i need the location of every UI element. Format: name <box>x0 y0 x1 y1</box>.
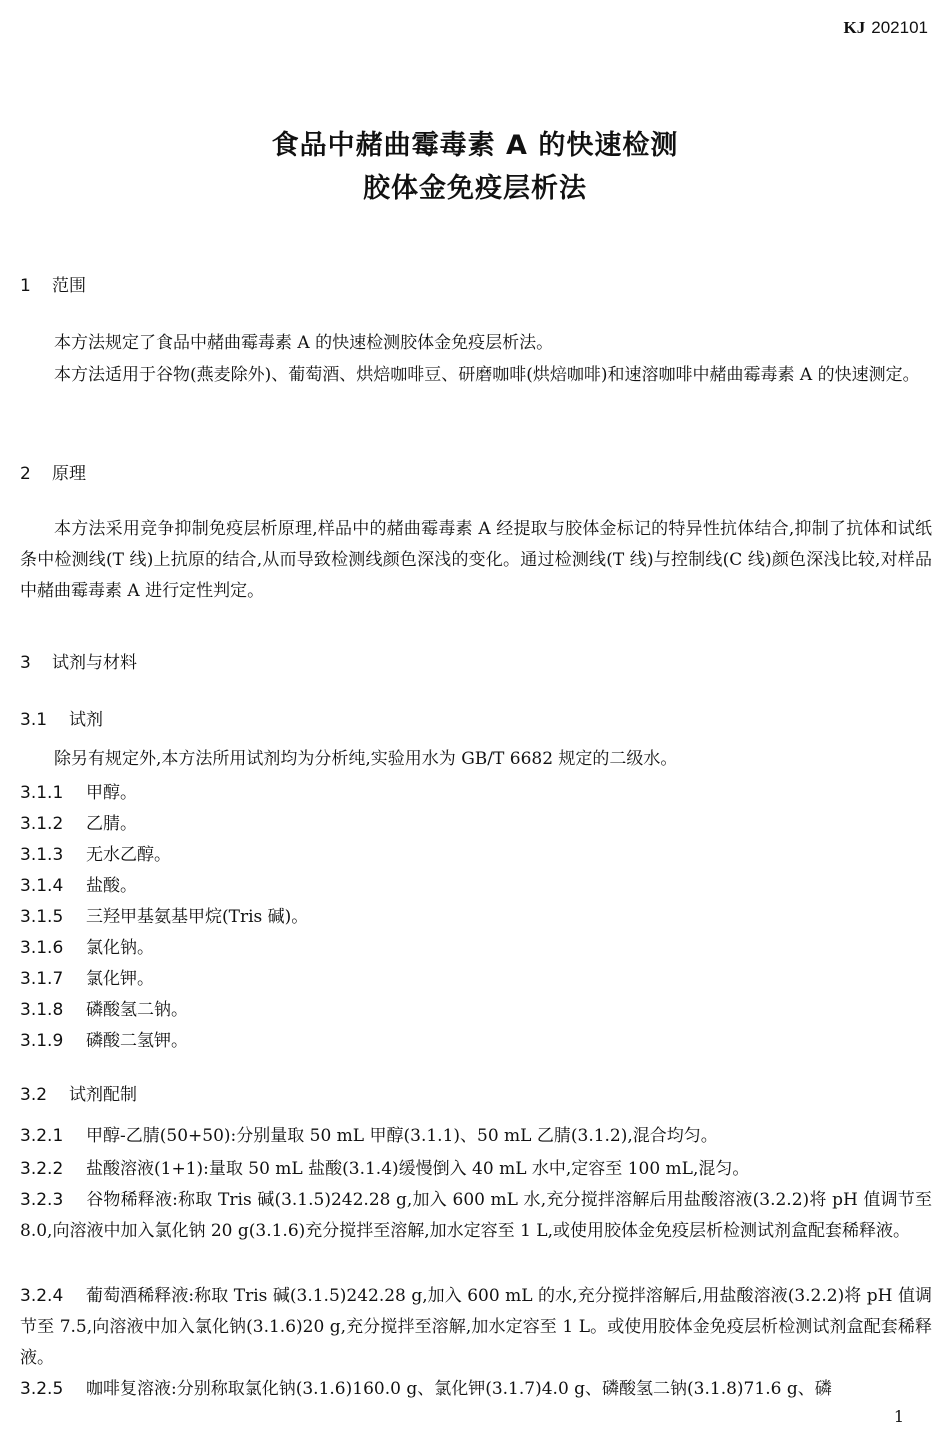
list-item <box>20 1281 932 1374</box>
section-title: 范围 <box>52 276 86 296</box>
title-line-2: 胶体金免疫层析法 <box>363 173 587 204</box>
list-item <box>20 933 932 964</box>
item-text: 磷酸氢二钠。 <box>86 1000 188 1020</box>
list-item <box>20 1374 932 1405</box>
list-item <box>20 1121 932 1152</box>
section-number: 3 <box>20 653 31 673</box>
item-text: 氯化钠。 <box>86 938 154 958</box>
section-2-heading <box>20 459 86 484</box>
item-number: 3.2.2 <box>20 1159 64 1179</box>
section-number: 1 <box>20 276 31 296</box>
list-item <box>20 871 932 902</box>
item-text: 谷物稀释液:称取 Tris 碱(3.1.5)242.28 g,加入 600 mL 水,充分搅拌溶解后用盐酸溶液(3.2.2)将 pH 值调节至 8.0,向溶液中加入氯化钠 20 g(3.1.6)充分搅拌至溶解,加水定容至 1 L,或使用胶体金免疫层析检测试剂盒配套稀释液。 <box>20 1190 932 1241</box>
section-title: 原理 <box>52 464 86 484</box>
list-item <box>20 1026 932 1057</box>
item-number: 3.1.6 <box>20 938 64 958</box>
s1-paragraph-2: 本方法适用于谷物(燕麦除外)、葡萄酒、烘焙咖啡豆、研磨咖啡(烘焙咖啡)和速溶咖啡中赭曲霉毒素 A 的快速测定。 <box>54 365 920 385</box>
item-number: 3.2.1 <box>20 1126 64 1146</box>
item-text: 无水乙醇。 <box>86 845 171 865</box>
item-number: 3.1.2 <box>20 814 64 834</box>
list-item <box>20 964 932 995</box>
item-number: 3.1.7 <box>20 969 64 989</box>
section-3-1-heading <box>20 705 103 730</box>
item-text: 盐酸。 <box>86 876 137 896</box>
item-number: 3.1.1 <box>20 783 64 803</box>
section-title: 试剂 <box>69 710 103 730</box>
item-number: 3.1.8 <box>20 1000 64 1020</box>
item-number: 3.2.5 <box>20 1379 64 1399</box>
section-title: 试剂与材料 <box>52 653 137 673</box>
s1-paragraph-1: 本方法规定了食品中赭曲霉毒素 A 的快速检测胶体金免疫层析法。 <box>54 333 554 353</box>
item-number: 3.1.9 <box>20 1031 64 1051</box>
section-number: 3.2 <box>20 1085 48 1105</box>
section-title: 试剂配制 <box>69 1085 137 1105</box>
item-text: 甲醇-乙腈(50+50):分别量取 50 mL 甲醇(3.1.1)、50 mL 乙腈(3.1.2),混合均匀。 <box>86 1126 718 1146</box>
item-number: 3.2.3 <box>20 1190 64 1210</box>
title-line-1: 食品中赭曲霉毒素 A 的快速检测 <box>271 130 679 161</box>
page-number: 1 <box>893 1407 904 1426</box>
item-text: 甲醇。 <box>86 783 137 803</box>
section-number: 3.1 <box>20 710 48 730</box>
item-text: 咖啡复溶液:分别称取氯化钠(3.1.6)160.0 g、氯化钾(3.1.7)4.0 g、磷酸氢二钠(3.1.8)71.6 g、磷 <box>86 1379 832 1399</box>
list-item <box>20 995 932 1026</box>
code-prefix: KJ <box>843 18 866 37</box>
item-text: 葡萄酒稀释液:称取 Tris 碱(3.1.5)242.28 g,加入 600 mL 的水,充分搅拌溶解后,用盐酸溶液(3.2.2)将 pH 值调节至 7.5,向溶液中加入氯化钠(3.1.6)20 g,充分搅拌至溶解,加水定容至 1 L。或使用胶体金免疫层析检测试剂盒配套稀释液。 <box>20 1286 932 1368</box>
list-item <box>20 809 932 840</box>
list-item <box>20 840 932 871</box>
item-number: 3.1.5 <box>20 907 64 927</box>
list-item <box>20 1154 932 1185</box>
item-number: 3.2.4 <box>20 1286 64 1306</box>
item-text: 氯化钾。 <box>86 969 154 989</box>
list-item <box>20 1185 932 1247</box>
section-3-heading <box>20 648 137 673</box>
item-text: 磷酸二氢钾。 <box>86 1031 188 1051</box>
list-item <box>20 778 932 809</box>
section-3-2-heading <box>20 1080 137 1105</box>
section-1-heading <box>20 271 86 296</box>
code-number: 202101 <box>871 18 928 37</box>
s2-paragraph-1: 本方法采用竞争抑制免疫层析原理,样品中的赭曲霉毒素 A 经提取与胶体金标记的特异性抗体结合,抑制了抗体和试纸条中检测线(T 线)上抗原的结合,从而导致检测线颜色深浅的变化。通过检测线(T 线)与控制线(C 线)颜色深浅比较,对样品中赭曲霉毒素 A 进行定性判定。 <box>20 519 932 601</box>
s31-intro: 除另有规定外,本方法所用试剂均为分析纯,实验用水为 GB/T 6682 规定的二级水。 <box>54 749 678 769</box>
item-text: 盐酸溶液(1+1):量取 50 mL 盐酸(3.1.4)缓慢倒入 40 mL 水中,定容至 100 mL,混匀。 <box>86 1159 750 1179</box>
section-number: 2 <box>20 464 31 484</box>
item-text: 乙腈。 <box>86 814 137 834</box>
item-number: 3.1.3 <box>20 845 64 865</box>
item-text: 三羟甲基氨基甲烷(Tris 碱)。 <box>86 907 309 927</box>
document-code <box>844 18 928 38</box>
item-number: 3.1.4 <box>20 876 64 896</box>
list-item <box>20 902 932 933</box>
